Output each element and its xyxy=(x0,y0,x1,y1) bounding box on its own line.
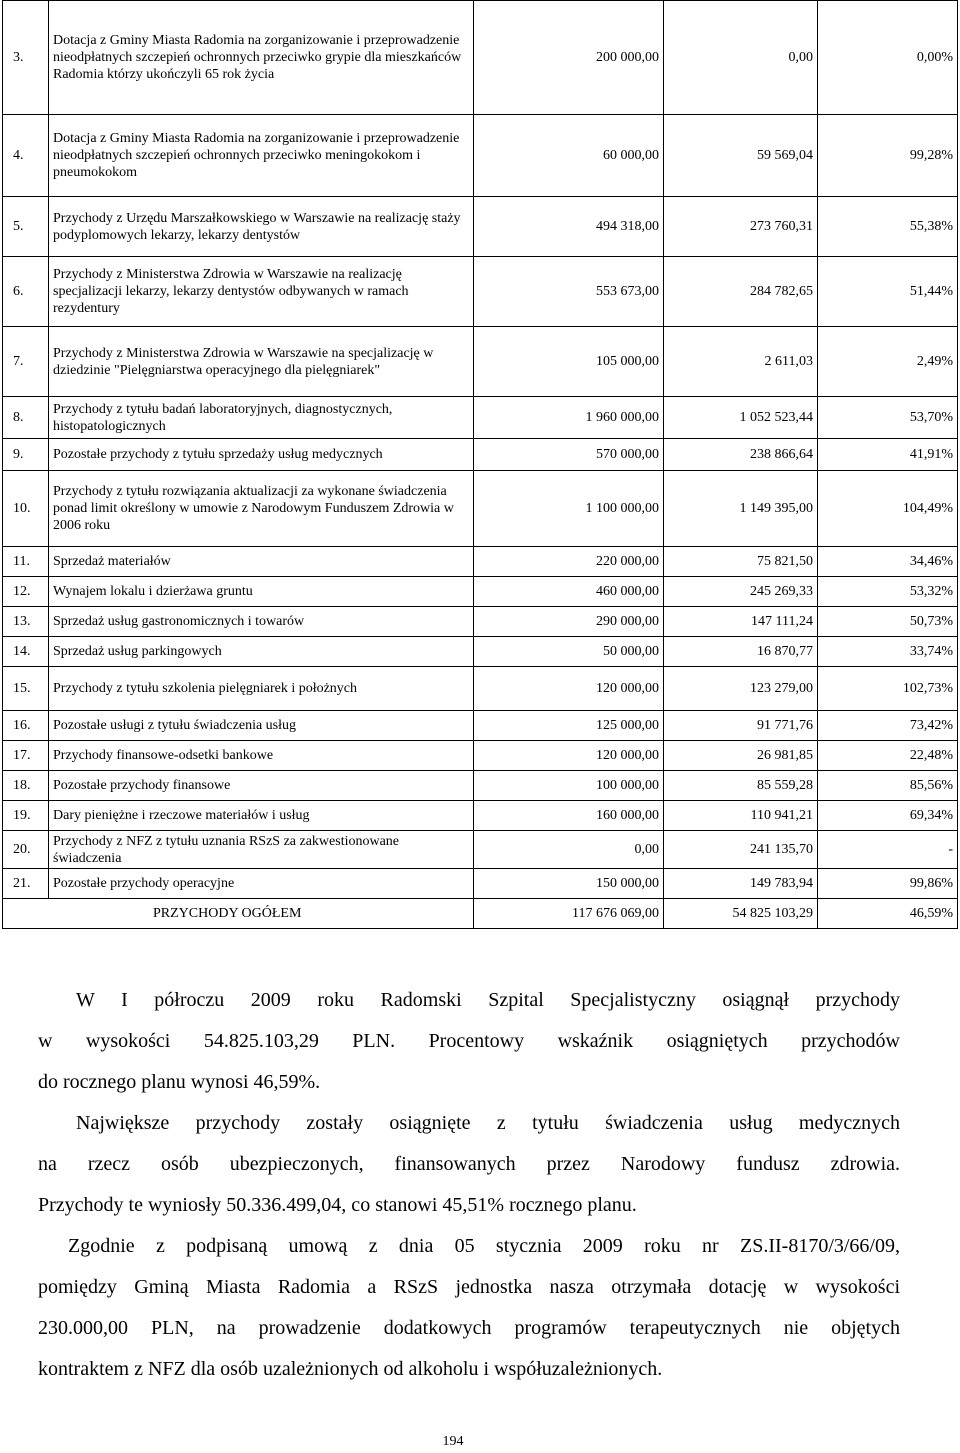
row-plan: 494 318,00 xyxy=(474,197,664,257)
row-description: Pozostałe przychody finansowe xyxy=(49,771,474,801)
row-description: Przychody z Ministerstwa Zdrowia w Warszawie na specjalizację w dziedzinie "Pielęgniarstwa operacyjnego dla pielęgniarek" xyxy=(49,327,474,397)
row-percent: 22,48% xyxy=(818,741,958,771)
row-plan: 50 000,00 xyxy=(474,637,664,667)
row-plan: 105 000,00 xyxy=(474,327,664,397)
row-percent: - xyxy=(818,831,958,869)
row-executed: 110 941,21 xyxy=(664,801,818,831)
row-plan: 0,00 xyxy=(474,831,664,869)
table-row xyxy=(3,869,958,899)
row-description: Przychody z tytułu rozwiązania aktualizacji za wykonane świadczenia ponad limit określony w umowie z Narodowym Funduszem Zdrowia w 2006 roku xyxy=(49,471,474,547)
row-plan: 125 000,00 xyxy=(474,711,664,741)
table-row xyxy=(3,547,958,577)
row-plan: 1 960 000,00 xyxy=(474,397,664,439)
row-description: Przychody z Ministerstwa Zdrowia w Warszawie na realizację specjalizacji lekarzy, lekarzy dentystów odbywanych w ramach rezydentury xyxy=(49,257,474,327)
row-plan: 60 000,00 xyxy=(474,115,664,197)
row-number: 10. xyxy=(3,471,49,547)
row-number: 7. xyxy=(3,327,49,397)
row-executed: 123 279,00 xyxy=(664,667,818,711)
row-percent: 0,00% xyxy=(818,1,958,115)
total-row xyxy=(3,899,958,929)
row-percent: 33,74% xyxy=(818,637,958,667)
row-percent: 102,73% xyxy=(818,667,958,711)
row-executed: 2 611,03 xyxy=(664,327,818,397)
row-percent: 104,49% xyxy=(818,471,958,547)
row-percent: 99,86% xyxy=(818,869,958,899)
row-description: Sprzedaż materiałów xyxy=(49,547,474,577)
paragraph-1 xyxy=(38,980,900,1103)
table-row xyxy=(3,197,958,257)
total-percent: 46,59% xyxy=(818,899,958,929)
row-number: 4. xyxy=(3,115,49,197)
row-description: Przychody z Urzędu Marszałkowskiego w Warszawie na realizację staży podyplomowych lekarzy, lekarzy dentystów xyxy=(49,197,474,257)
table-row xyxy=(3,637,958,667)
row-percent: 53,32% xyxy=(818,577,958,607)
row-number: 21. xyxy=(3,869,49,899)
row-percent: 34,46% xyxy=(818,547,958,577)
row-percent: 85,56% xyxy=(818,771,958,801)
paragraph-line: pomiędzy Gminą Miasta Radomia a RSzS jednostka nasza otrzymała dotację w wysokości xyxy=(38,1276,900,1298)
row-plan: 160 000,00 xyxy=(474,801,664,831)
paragraph-line: do rocznego planu wynosi 46,59%. xyxy=(38,1071,321,1093)
row-plan: 100 000,00 xyxy=(474,771,664,801)
row-number: 20. xyxy=(3,831,49,869)
row-number: 6. xyxy=(3,257,49,327)
table-row xyxy=(3,257,958,327)
table-row xyxy=(3,801,958,831)
row-number: 17. xyxy=(3,741,49,771)
table-row xyxy=(3,115,958,197)
row-executed: 273 760,31 xyxy=(664,197,818,257)
table-row xyxy=(3,397,958,439)
row-description: Przychody z tytułu badań laboratoryjnych, diagnostycznych, histopatologicznych xyxy=(49,397,474,439)
row-description: Sprzedaż usług gastronomicznych i towarów xyxy=(49,607,474,637)
row-description: Przychody finansowe-odsetki bankowe xyxy=(49,741,474,771)
table-row xyxy=(3,771,958,801)
total-label: PRZYCHODY OGÓŁEM xyxy=(3,899,474,929)
table-row xyxy=(3,577,958,607)
row-description: Sprzedaż usług parkingowych xyxy=(49,637,474,667)
row-description: Pozostałe przychody z tytułu sprzedaży usług medycznych xyxy=(49,439,474,471)
row-description: Przychody z tytułu szkolenia pielęgniarek i położnych xyxy=(49,667,474,711)
row-percent: 50,73% xyxy=(818,607,958,637)
row-percent: 2,49% xyxy=(818,327,958,397)
page-number: 194 xyxy=(442,1434,464,1449)
total-plan: 117 676 069,00 xyxy=(474,899,664,929)
row-number: 13. xyxy=(3,607,49,637)
table-row xyxy=(3,711,958,741)
row-percent: 53,70% xyxy=(818,397,958,439)
paragraph-3 xyxy=(38,1226,900,1390)
table-row xyxy=(3,607,958,637)
row-executed: 1 052 523,44 xyxy=(664,397,818,439)
row-percent: 73,42% xyxy=(818,711,958,741)
row-percent: 41,91% xyxy=(818,439,958,471)
total-executed: 54 825 103,29 xyxy=(664,899,818,929)
row-plan: 200 000,00 xyxy=(474,1,664,115)
row-description: Dotacja z Gminy Miasta Radomia na zorganizowanie i przeprowadzenie nieodpłatnych szczepień ochronnych przeciwko grypie dla mieszkańców Radomia którzy ukończyli 65 rok życia xyxy=(49,1,474,115)
revenue-table-body xyxy=(3,1,958,929)
row-percent: 51,44% xyxy=(818,257,958,327)
paragraph-2 xyxy=(38,1103,900,1226)
row-percent: 99,28% xyxy=(818,115,958,197)
row-number: 18. xyxy=(3,771,49,801)
row-description: Pozostałe usługi z tytułu świadczenia usług xyxy=(49,711,474,741)
row-number: 14. xyxy=(3,637,49,667)
row-number: 19. xyxy=(3,801,49,831)
row-plan: 460 000,00 xyxy=(474,577,664,607)
row-plan: 120 000,00 xyxy=(474,667,664,711)
row-executed: 59 569,04 xyxy=(664,115,818,197)
paragraph-line: 230.000,00 PLN, na prowadzenie dodatkowych programów terapeutycznych nie objętych xyxy=(38,1317,900,1339)
row-description: Przychody z NFZ z tytułu uznania RSzS za zakwestionowane świadczenia xyxy=(49,831,474,869)
row-number: 8. xyxy=(3,397,49,439)
row-description: Pozostałe przychody operacyjne xyxy=(49,869,474,899)
paragraph-line: kontraktem z NFZ dla osób uzależnionych od alkoholu i współuzależnionych. xyxy=(38,1358,663,1380)
table-row xyxy=(3,1,958,115)
row-executed: 26 981,85 xyxy=(664,741,818,771)
table-row xyxy=(3,831,958,869)
paragraph-line: Największe przychody zostały osiągnięte z tytułu świadczenia usług medycznych xyxy=(76,1112,900,1134)
row-percent: 69,34% xyxy=(818,801,958,831)
row-description: Wynajem lokalu i dzierżawa gruntu xyxy=(49,577,474,607)
table-row xyxy=(3,327,958,397)
row-number: 15. xyxy=(3,667,49,711)
row-plan: 220 000,00 xyxy=(474,547,664,577)
table-row xyxy=(3,439,958,471)
row-executed: 1 149 395,00 xyxy=(664,471,818,547)
row-plan: 1 100 000,00 xyxy=(474,471,664,547)
row-executed: 147 111,24 xyxy=(664,607,818,637)
row-executed: 85 559,28 xyxy=(664,771,818,801)
row-plan: 570 000,00 xyxy=(474,439,664,471)
table-row xyxy=(3,471,958,547)
paragraph-line: w wysokości 54.825.103,29 PLN. Procentowy wskaźnik osiągniętych przychodów xyxy=(38,1030,900,1052)
paragraph-line: W I półroczu 2009 roku Radomski Szpital Specjalistyczny osiągnął przychody xyxy=(76,989,900,1011)
row-description: Dotacja z Gminy Miasta Radomia na zorganizowanie i przeprowadzenie nieodpłatnych szczepień ochronnych przeciwko meningokokom i pneumokokom xyxy=(49,115,474,197)
row-executed: 91 771,76 xyxy=(664,711,818,741)
row-plan: 120 000,00 xyxy=(474,741,664,771)
row-number: 16. xyxy=(3,711,49,741)
revenue-table xyxy=(2,0,958,929)
row-executed: 284 782,65 xyxy=(664,257,818,327)
table-row xyxy=(3,667,958,711)
row-executed: 245 269,33 xyxy=(664,577,818,607)
row-plan: 290 000,00 xyxy=(474,607,664,637)
row-plan: 553 673,00 xyxy=(474,257,664,327)
row-number: 12. xyxy=(3,577,49,607)
row-description: Dary pieniężne i rzeczowe materiałów i usług xyxy=(49,801,474,831)
paragraph-line: Przychody te wyniosły 50.336.499,04, co stanowi 45,51% rocznego planu. xyxy=(38,1194,637,1216)
row-executed: 238 866,64 xyxy=(664,439,818,471)
row-executed: 241 135,70 xyxy=(664,831,818,869)
row-number: 11. xyxy=(3,547,49,577)
row-plan: 150 000,00 xyxy=(474,869,664,899)
paragraph-line: na rzecz osób ubezpieczonych, finansowanych przez Narodowy fundusz zdrowia. xyxy=(38,1153,900,1175)
table-row xyxy=(3,741,958,771)
row-number: 5. xyxy=(3,197,49,257)
row-executed: 0,00 xyxy=(664,1,818,115)
row-executed: 75 821,50 xyxy=(664,547,818,577)
row-number: 9. xyxy=(3,439,49,471)
row-executed: 16 870,77 xyxy=(664,637,818,667)
row-percent: 55,38% xyxy=(818,197,958,257)
row-number: 3. xyxy=(3,1,49,115)
row-executed: 149 783,94 xyxy=(664,869,818,899)
paragraph-line: Zgodnie z podpisaną umową z dnia 05 stycznia 2009 roku nr ZS.II-8170/3/66/09, xyxy=(68,1235,900,1257)
